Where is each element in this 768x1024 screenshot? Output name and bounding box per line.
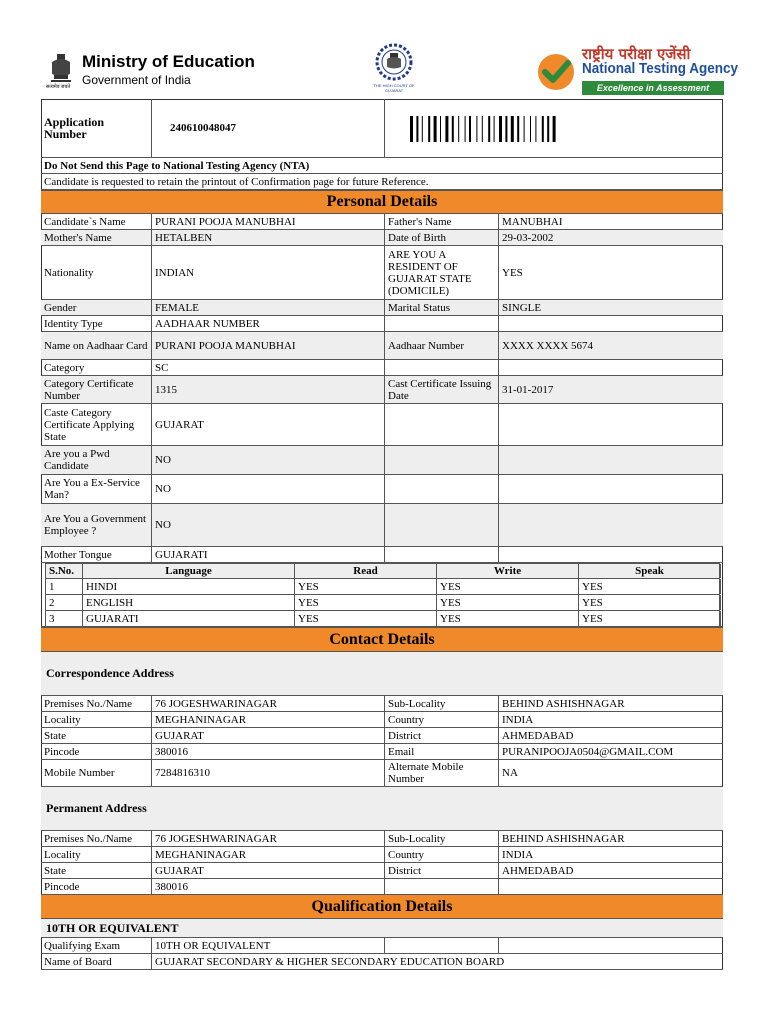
languages-cell: YES: [295, 579, 437, 594]
languages-cell: YES: [295, 611, 437, 626]
correspondence-value: PURANIPOOJA0504@GMAIL.COM: [502, 745, 674, 758]
personal-value: [499, 446, 723, 474]
correspondence-address-heading: Correspondence Address: [41, 652, 723, 696]
personal-row: [41, 475, 723, 504]
board-value: GUJARAT SECONDARY & HIGHER SECONDARY EDUCATION BOARD: [155, 955, 505, 968]
correspondence-label: Pincode: [41, 744, 152, 759]
personal-value: GUJARAT: [152, 404, 385, 445]
permanent-label: [385, 879, 499, 894]
personal-row: [41, 446, 723, 475]
personal-label: Mother Tongue: [41, 547, 152, 562]
empty-cell: [385, 938, 499, 953]
correspondence-value: 7284816310: [152, 760, 385, 786]
languages-cell: YES: [437, 579, 579, 594]
personal-value: 31-01-2017: [502, 383, 554, 396]
correspondence-label: Country: [385, 712, 499, 727]
personal-row: [41, 214, 723, 230]
languages-cell: YES: [437, 611, 579, 626]
languages-header-cell: Language: [83, 564, 295, 578]
permanent-label: Country: [385, 847, 499, 862]
correspondence-label: Sub-Locality: [385, 696, 499, 711]
personal-label: Nationality: [41, 246, 152, 299]
permanent-value: 76 JOGESHWARINAGAR: [152, 831, 385, 846]
permanent-value: MEGHANINAGAR: [152, 847, 385, 862]
permanent-label: Locality: [41, 847, 152, 862]
personal-label: Mother's Name: [41, 230, 152, 245]
permanent-value: AHMEDABAD: [502, 864, 574, 877]
personal-value: HETALBEN: [152, 230, 385, 245]
correspondence-value: AHMEDABAD: [502, 729, 574, 742]
correspondence-label: Alternate Mobile Number: [385, 760, 499, 786]
qualification-level-heading: 10TH OR EQUIVALENT: [41, 919, 723, 938]
languages-row: [45, 579, 720, 595]
permanent-row: [41, 831, 723, 847]
personal-value: NO: [152, 504, 385, 546]
personal-value: GUJARATI: [152, 547, 385, 562]
qualifying-exam-value: 10TH OR EQUIVALENT: [152, 938, 385, 953]
personal-row: [41, 230, 723, 246]
personal-value: SINGLE: [502, 301, 542, 314]
permanent-label: State: [41, 863, 152, 878]
languages-cell: 2: [46, 595, 83, 610]
personal-label: Date of Birth: [385, 230, 499, 245]
correspondence-row: [41, 712, 723, 728]
permanent-value: BEHIND ASHISHNAGAR: [502, 832, 625, 845]
permanent-value: [499, 879, 723, 894]
languages-cell: YES: [579, 579, 721, 594]
notice-info: Candidate is requested to retain the printout of Confirmation page for future Reference.: [44, 175, 429, 188]
application-number-label: Application Number: [41, 99, 152, 157]
personal-value: FEMALE: [152, 300, 385, 315]
languages-header-cell: Speak: [579, 564, 721, 578]
personal-value: 1315: [152, 376, 385, 403]
personal-label: Are You a Government Employee ?: [41, 504, 152, 546]
personal-row: [41, 300, 723, 316]
personal-label: [385, 404, 499, 445]
correspondence-value: 76 JOGESHWARINAGAR: [152, 696, 385, 711]
personal-label: Aadhaar Number: [385, 332, 499, 359]
personal-label: [385, 446, 499, 474]
nta-english-name: National Testing Agency: [582, 60, 739, 77]
personal-label: [385, 547, 499, 562]
correspondence-label: District: [385, 728, 499, 743]
emblem-motto: सत्यमेव जयते: [46, 85, 71, 90]
personal-label: [385, 475, 499, 503]
board-row: [41, 954, 723, 970]
personal-row: [41, 547, 723, 563]
personal-value: [499, 504, 723, 546]
personal-value: MANUBHAI: [502, 215, 563, 228]
personal-row: [41, 376, 723, 404]
languages-header-cell: S.No.: [46, 564, 83, 578]
qualifying-exam-label: Qualifying Exam: [41, 938, 152, 953]
personal-details-heading: Personal Details: [41, 190, 723, 214]
high-court-emblem-icon: [372, 42, 416, 84]
qualification-details-heading: Qualification Details: [41, 894, 723, 919]
personal-label: ARE YOU A RESIDENT OF GUJARAT STATE (DOMICILE): [385, 246, 499, 299]
personal-row: [41, 316, 723, 332]
personal-row: [41, 504, 723, 547]
notice-warning-row: [41, 158, 723, 174]
personal-value: INDIAN: [152, 246, 385, 299]
notice-warning: Do Not Send this Page to National Testing Agency (NTA): [44, 159, 310, 172]
nta-tagline: Excellence in Assessment: [582, 81, 724, 95]
personal-label: Are You a Ex-Service Man?: [41, 475, 152, 503]
languages-header-row: [45, 563, 720, 579]
personal-label: Marital Status: [385, 300, 499, 315]
personal-value: PURANI POOJA MANUBHAI: [152, 214, 385, 229]
personal-value: [499, 316, 723, 331]
personal-label: Are you a Pwd Candidate: [41, 446, 152, 474]
personal-label: Father's Name: [385, 214, 499, 229]
personal-value: [499, 475, 723, 503]
correspondence-row: [41, 696, 723, 712]
personal-label: Category: [41, 360, 152, 375]
personal-value: AADHAAR NUMBER: [152, 316, 385, 331]
personal-label: [385, 504, 499, 546]
barcode-icon: [410, 116, 610, 142]
personal-label: Gender: [41, 300, 152, 315]
correspondence-value: BEHIND ASHISHNAGAR: [502, 697, 625, 710]
personal-label: Caste Category Certificate Applying State: [41, 404, 152, 445]
languages-cell: YES: [295, 595, 437, 610]
personal-label: Candidate`s Name: [41, 214, 152, 229]
languages-cell: ENGLISH: [83, 595, 295, 610]
personal-row: [41, 360, 723, 376]
permanent-label: District: [385, 863, 499, 878]
languages-cell: YES: [579, 611, 721, 626]
correspondence-value: NA: [502, 767, 518, 779]
correspondence-row: [41, 728, 723, 744]
permanent-value: GUJARAT: [152, 863, 385, 878]
correspondence-label: Email: [385, 744, 499, 759]
correspondence-label: Mobile Number: [41, 760, 152, 786]
personal-label: [385, 360, 499, 375]
personal-value: 29-03-2002: [502, 231, 554, 244]
board-label: Name of Board: [41, 954, 152, 969]
correspondence-value: INDIA: [502, 713, 534, 726]
personal-value: [499, 360, 723, 375]
qualifying-exam-row: [41, 938, 723, 954]
personal-row: [41, 332, 723, 360]
personal-row: [41, 246, 723, 300]
permanent-label: Sub-Locality: [385, 831, 499, 846]
ministry-title: Ministry of Education: [82, 52, 255, 71]
personal-row: [41, 404, 723, 446]
personal-value: PURANI POOJA MANUBHAI: [152, 332, 385, 359]
application-number-value: 240610048047: [152, 99, 385, 157]
languages-header-cell: Write: [437, 564, 579, 578]
permanent-value: 380016: [152, 879, 385, 894]
languages-cell: 3: [46, 611, 83, 626]
personal-label: Cast Certificate Issuing Date: [385, 376, 499, 403]
personal-value: SC: [152, 360, 385, 375]
nta-logo: [536, 44, 739, 98]
high-court-logo: [372, 42, 416, 96]
empty-cell: [499, 938, 723, 953]
languages-cell: HINDI: [83, 579, 295, 594]
correspondence-label: Locality: [41, 712, 152, 727]
personal-value: NO: [152, 446, 385, 474]
permanent-label: Pincode: [41, 879, 152, 894]
languages-row: [45, 595, 720, 611]
personal-label: Name on Aadhaar Card: [41, 332, 152, 359]
permanent-row: [41, 863, 723, 879]
correspondence-row: [41, 760, 723, 787]
page-header: [0, 0, 768, 100]
languages-cell: YES: [579, 595, 721, 610]
personal-value: [499, 547, 723, 562]
permanent-row: [41, 847, 723, 863]
permanent-row: [41, 879, 723, 895]
personal-value: NO: [152, 475, 385, 503]
languages-row: [45, 611, 720, 627]
personal-label: Category Certificate Number: [41, 376, 152, 403]
high-court-caption: THE HIGH COURT OF GUJARAT: [373, 83, 415, 93]
personal-label: Identity Type: [41, 316, 152, 331]
languages-cell: GUJARATI: [83, 611, 295, 626]
nta-hindi-name: राष्ट्रीय परीक्षा एजेंसी: [582, 45, 691, 63]
personal-label: [385, 316, 499, 331]
languages-cell: YES: [437, 595, 579, 610]
permanent-address-heading: Permanent Address: [41, 787, 723, 831]
correspondence-value: MEGHANINAGAR: [152, 712, 385, 727]
correspondence-row: [41, 744, 723, 760]
ministry-subtitle: Government of India: [82, 73, 191, 87]
correspondence-value: GUJARAT: [152, 728, 385, 743]
contact-details-heading: Contact Details: [41, 627, 723, 652]
permanent-label: Premises No./Name: [41, 831, 152, 846]
languages-cell: 1: [46, 579, 83, 594]
nta-check-logo-icon: [536, 52, 576, 92]
permanent-value: INDIA: [502, 848, 534, 861]
correspondence-value: 380016: [152, 744, 385, 759]
personal-value: YES: [502, 266, 523, 279]
personal-value: [499, 404, 723, 445]
notice-info-row: [41, 174, 723, 190]
personal-value: XXXX XXXX 5674: [502, 339, 594, 352]
correspondence-label: Premises No./Name: [41, 696, 152, 711]
application-number-row: [41, 99, 723, 158]
languages-header-cell: Read: [295, 564, 437, 578]
correspondence-label: State: [41, 728, 152, 743]
